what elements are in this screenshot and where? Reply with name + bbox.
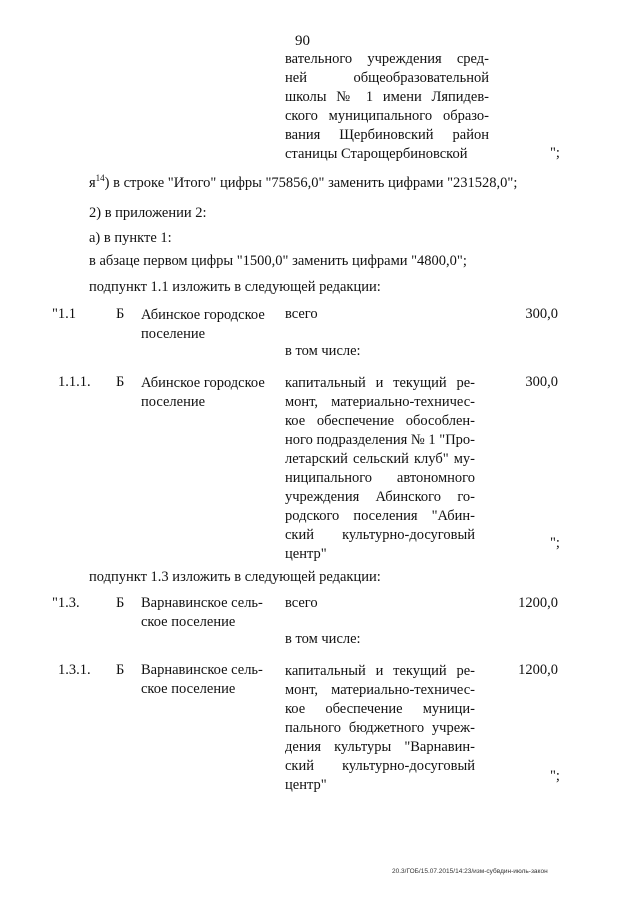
closing-quote: "; [550, 768, 560, 784]
row-name: Абинское городское поселение [141, 375, 265, 410]
row-category: Б [116, 595, 125, 611]
paragraph-letter: я [89, 175, 96, 191]
row-category: Б [116, 306, 125, 322]
row-subheading: в том числе: [285, 343, 361, 359]
row-category: Б [116, 662, 125, 678]
paragraph-itogo [89, 174, 517, 193]
description-line: кое обеспечение обособлен- [285, 413, 475, 429]
description-line: кое обеспечение муници- [285, 701, 475, 717]
row-amount: 1200,0 [518, 595, 558, 611]
row-amount: 300,0 [525, 374, 558, 390]
description-line: дения культуры "Варнавин- [285, 739, 475, 755]
continuation-line: вательного учреждения сред- [285, 51, 489, 67]
paragraph-text: ) в строке "Итого" цифры "75856,0" заменить цифрами "231528,0"; [104, 175, 518, 191]
description-line: центр" [285, 777, 327, 793]
description-line: капитальный и текущий ре- [285, 375, 475, 391]
continuation-line: школы № 1 имени Ляпидев- [285, 89, 489, 105]
row-number: "1.3. [52, 595, 80, 611]
row-category: Б [116, 374, 125, 390]
description-line: монт, материально-техничес- [285, 394, 475, 410]
row-name-line: Варнавинское сель- [141, 595, 263, 611]
row-number: "1.1 [52, 306, 77, 322]
description-line: летарский сельский клуб" му- [285, 451, 475, 467]
continuation-line: ского муниципального образо- [285, 108, 489, 124]
paragraph-abzac: в абзаце первом цифры "1500,0" заменить цифрами "4800,0"; [89, 253, 467, 269]
description-line: родского поселения "Абин- [285, 508, 475, 524]
footer-filepath: 20.3/ГОБ/15.07.2015/14:23/изм-субвдин-июль-закон [392, 868, 548, 875]
row-number: 1.3.1. [58, 662, 91, 678]
closing-quote: "; [550, 145, 560, 161]
row-description: всего [285, 306, 318, 322]
page-number: 90 [295, 33, 310, 49]
row-subheading: в том числе: [285, 631, 361, 647]
paragraph-appendix: 2) в приложении 2: [89, 205, 207, 221]
footnote-superscript: 14 [95, 173, 105, 183]
description-line: ного подразделения № 1 "Про- [285, 432, 475, 448]
description-line: учреждения Абинского го- [285, 489, 475, 505]
row-name-line: ское поселение [141, 681, 236, 697]
description-line: ский культурно-досуговый [285, 527, 475, 543]
description-line: ниципального автономного [285, 470, 475, 486]
closing-quote: "; [550, 535, 560, 551]
paragraph-subpoint-1-3: подпункт 1.3 изложить в следующей редакции: [89, 569, 381, 585]
continuation-line: вания Щербиновский район [285, 127, 489, 143]
row-description: всего [285, 595, 318, 611]
description-line: центр" [285, 546, 327, 562]
description-line: капитальный и текущий ре- [285, 663, 475, 679]
description-line: пального бюджетного учреж- [285, 720, 475, 736]
continuation-line: ней общеобразовательной [285, 70, 489, 86]
paragraph-subpoint-1-1: подпункт 1.1 изложить в следующей редакции: [89, 279, 381, 295]
row-amount: 1200,0 [518, 662, 558, 678]
paragraph-point: а) в пункте 1: [89, 230, 172, 246]
row-name-line: ское поселение [141, 614, 236, 630]
description-line: ский культурно-досуговый [285, 758, 475, 774]
row-number: 1.1.1. [58, 374, 91, 390]
row-amount: 300,0 [525, 306, 558, 322]
row-name-line: Варнавинское сель- [141, 662, 263, 678]
row-name: Абинское городское поселение [141, 307, 265, 342]
continuation-line: станицы Старощербиновской [285, 146, 468, 162]
description-line: монт, материально-техничес- [285, 682, 475, 698]
